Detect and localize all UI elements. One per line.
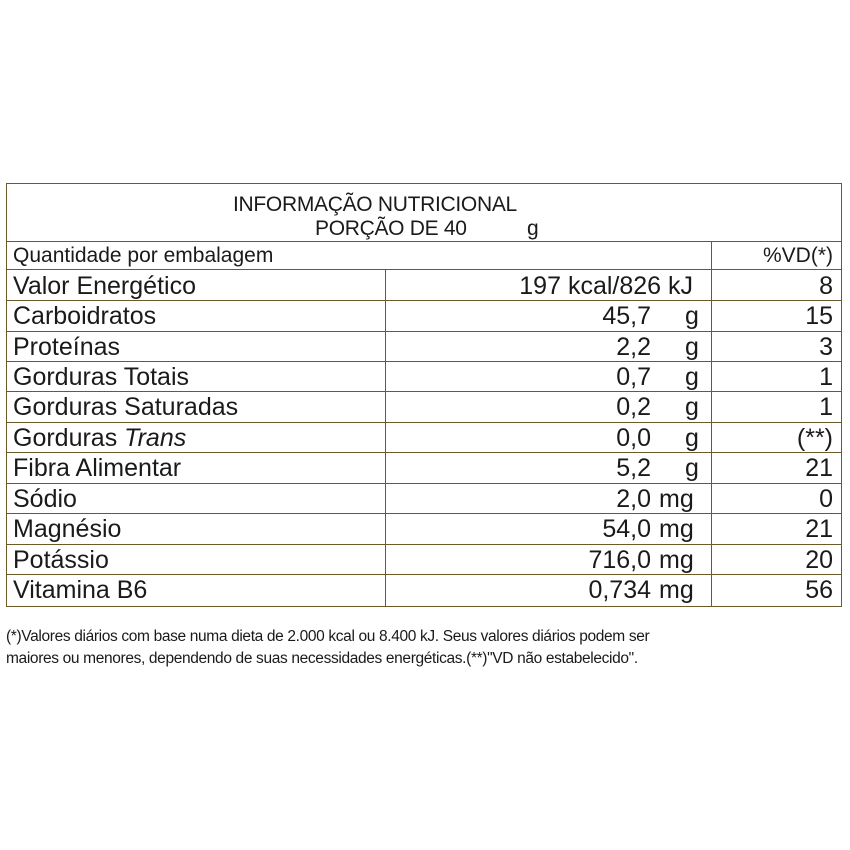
table-row [7, 484, 841, 514]
table-row [7, 423, 841, 453]
nutrient-unit: g [685, 393, 699, 421]
nutrient-amount: 0,734 [588, 576, 651, 604]
nutrient-vd: 15 [805, 302, 833, 330]
row-divider [7, 391, 841, 392]
row-divider [7, 331, 841, 332]
nutrient-name: Magnésio [13, 515, 122, 543]
nutrient-amount: 45,7 [602, 302, 651, 330]
nutrient-vd: 1 [819, 393, 833, 421]
table-header [7, 184, 841, 241]
table-row [7, 575, 841, 605]
nutrient-unit: g [685, 363, 699, 391]
row-divider [7, 300, 841, 301]
table-row [7, 301, 841, 331]
nutrient-vd: 0 [819, 485, 833, 513]
nutrient-amount: 197 kcal/826 kJ [519, 272, 693, 300]
nutrient-amount: 0,2 [616, 393, 651, 421]
row-divider [7, 544, 841, 545]
nutrient-name: Proteínas [13, 333, 121, 361]
table-row [7, 271, 841, 301]
nutrient-unit: mg [659, 485, 694, 513]
nutrient-unit: mg [659, 515, 694, 543]
table-title: INFORMAÇÃO NUTRICIONAL [233, 193, 517, 216]
table-row [7, 514, 841, 544]
nutrient-unit: mg [659, 576, 694, 604]
nutrient-name: Carboidratos [13, 302, 157, 330]
nutrient-amount: 2,2 [616, 333, 651, 361]
row-divider [7, 361, 841, 362]
footnote-line: maiores ou menores, dependendo de suas necessidades energéticas.(**)"VD não estabelecido". [6, 650, 638, 667]
nutrient-name-italic: Trans [124, 424, 187, 452]
row-divider [7, 422, 841, 423]
nutrient-name: Valor Energético [13, 272, 196, 300]
vd-header: %VD(*) [762, 244, 833, 267]
table-row [7, 453, 841, 483]
footnote [6, 626, 848, 670]
nutrient-amount: 54,0 [602, 515, 651, 543]
nutrient-unit: g [685, 454, 699, 482]
nutrient-vd: 56 [805, 576, 833, 604]
nutrient-vd: 21 [805, 454, 833, 482]
nutrient-amount: 0,0 [616, 424, 651, 452]
nutrient-name: Potássio [13, 546, 109, 574]
nutrient-vd: (**) [796, 424, 833, 452]
nutrient-vd: 3 [819, 333, 833, 361]
table-row [7, 392, 841, 422]
row-divider [7, 452, 841, 453]
nutrient-unit: g [685, 333, 699, 361]
footnote-line: (*)Valores diários com base numa dieta de 2.000 kcal ou 8.400 kJ. Seus valores diários podem ser [6, 628, 650, 645]
nutrient-amount: 2,0 [616, 485, 651, 513]
table-row [7, 362, 841, 392]
nutrient-name [13, 423, 186, 453]
row-divider [7, 513, 841, 514]
nutrient-name: Gorduras Saturadas [13, 393, 239, 421]
nutrition-facts-table [6, 183, 842, 607]
nutrient-vd: 20 [805, 546, 833, 574]
portion-text: PORÇÃO DE 40 [315, 217, 467, 240]
nutrient-vd: 8 [819, 272, 833, 300]
nutrient-name-prefix: Gorduras [13, 424, 125, 452]
table-row [7, 332, 841, 362]
nutrient-name: Sódio [13, 485, 77, 513]
nutrient-vd: 1 [819, 363, 833, 391]
nutrient-name: Gorduras Totais [13, 363, 190, 391]
nutrient-amount: 5,2 [616, 454, 651, 482]
row-divider [7, 574, 841, 575]
divider [7, 269, 841, 270]
nutrient-amount: 716,0 [588, 546, 651, 574]
nutrient-vd: 21 [805, 515, 833, 543]
nutrient-unit: g [685, 424, 699, 452]
row-divider [7, 483, 841, 484]
nutrient-unit: mg [659, 546, 694, 574]
nutrient-name: Vitamina B6 [13, 576, 148, 604]
nutrient-name: Fibra Alimentar [13, 454, 182, 482]
portion-unit: g [527, 217, 539, 240]
nutrient-unit: g [685, 302, 699, 330]
table-row [7, 545, 841, 575]
nutrient-amount: 0,7 [616, 363, 651, 391]
quantity-header: Quantidade por embalagem [13, 244, 274, 267]
